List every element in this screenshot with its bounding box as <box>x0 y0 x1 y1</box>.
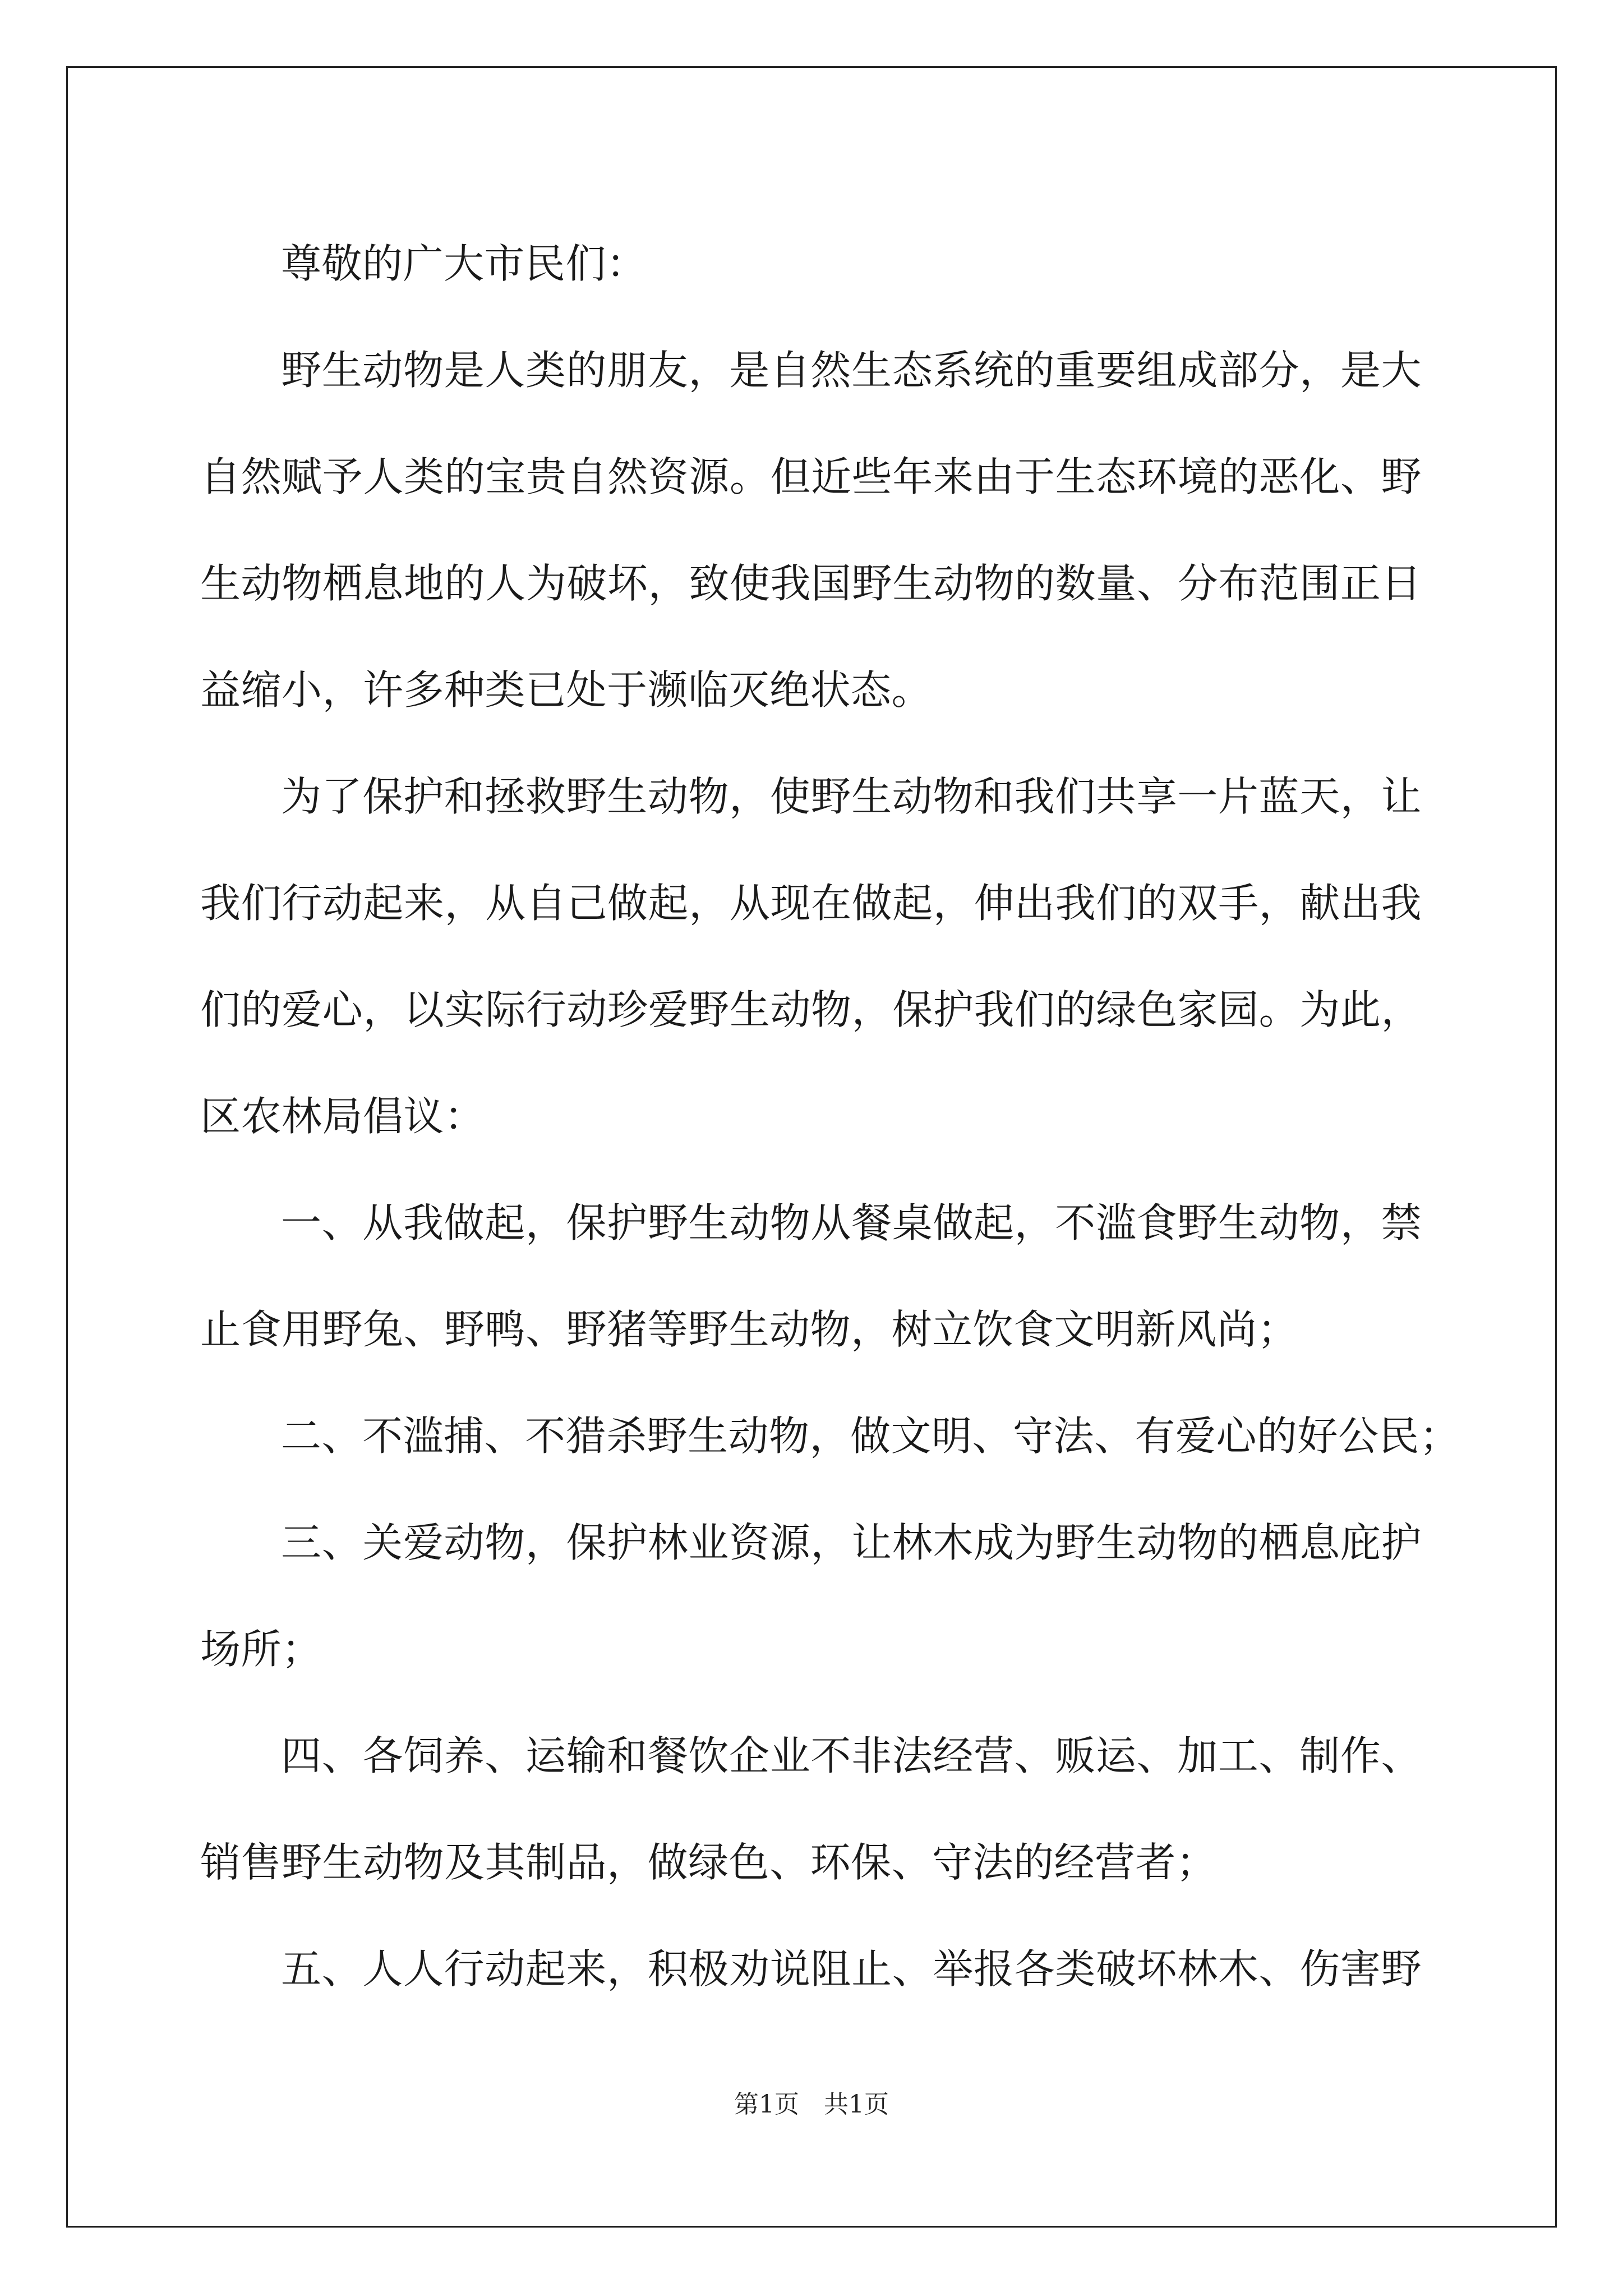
document-body <box>200 210 1460 2022</box>
document-line: 一、从我做起，保护野生动物从餐桌做起，不滥食野生动物，禁 <box>281 1199 1422 1246</box>
document-line: 我们行动起来，从自己做起，从现在做起，伸出我们的双手，献出我 <box>200 880 1422 927</box>
document-line: 为了保护和拯救野生动物，使野生动物和我们共享一片蓝天，让 <box>281 773 1422 820</box>
document-line: 野生动物是人类的朋友，是自然生态系统的重要组成部分，是大 <box>281 347 1422 394</box>
document-line: 自然赋予人类的宝贵自然资源。但近些年来由于生态环境的恶化、野 <box>200 453 1422 500</box>
document-line: 区农林局倡议： <box>200 1093 485 1140</box>
document-line: 生动物栖息地的人为破坏，致使我国野生动物的数量、分布范围正日 <box>200 560 1422 607</box>
document-line: 场所； <box>200 1626 322 1673</box>
document-line: 四、各饲养、运输和餐饮企业不非法经营、贩运、加工、制作、 <box>281 1732 1422 1779</box>
document-line: 三、关爱动物，保护林业资源，让林木成为野生动物的栖息庇护 <box>281 1519 1422 1566</box>
page-footer: 第1页 共1页 <box>734 2090 889 2119</box>
document-line: 五、人人行动起来，积极劝说阻止、举报各类破坏林木、伤害野 <box>281 1945 1422 1993</box>
document-line: 们的爱心，以实际行动珍爱野生动物，保护我们的绿色家园。为此， <box>200 986 1422 1033</box>
document-line: 止食用野兔、野鸭、野猪等野生动物，树立饮食文明新风尚； <box>200 1306 1298 1353</box>
document-line: 二、不滥捕、不猎杀野生动物，做文明、守法、有爱心的好公民； <box>281 1412 1460 1460</box>
document-line: 益缩小，许多种类已处于濒临灭绝状态。 <box>200 666 933 714</box>
document-line: 销售野生动物及其制品，做绿色、环保、守法的经营者； <box>200 1839 1217 1886</box>
document-line: 尊敬的广大市民们： <box>281 240 647 287</box>
